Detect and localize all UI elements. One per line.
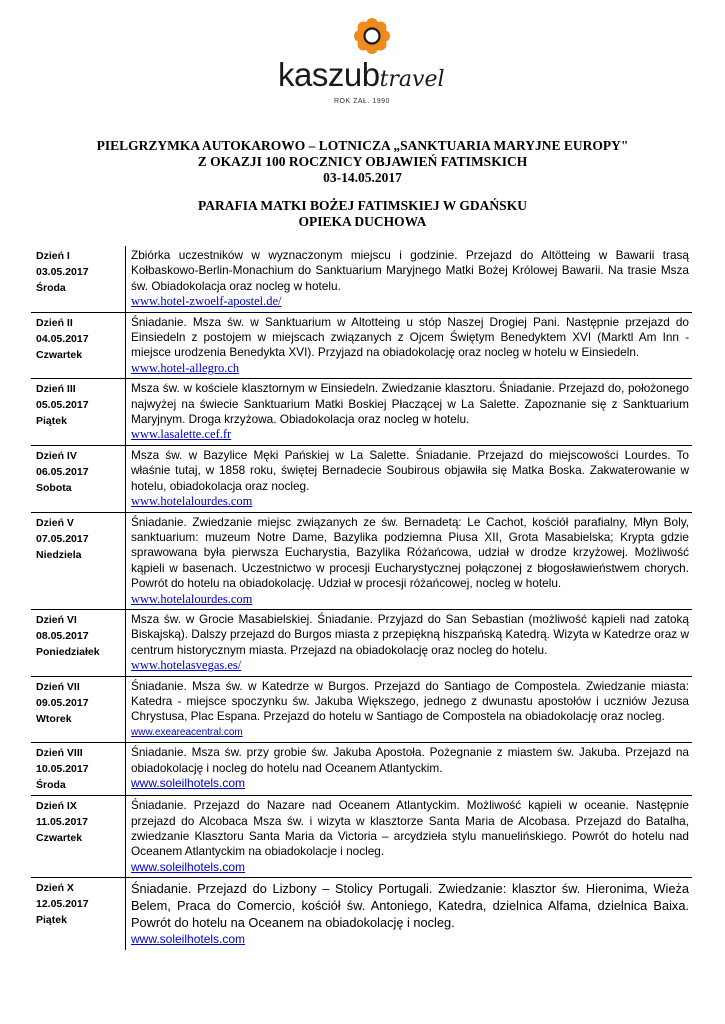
day-description xyxy=(126,743,693,796)
day-weekday: Niedziela xyxy=(36,548,82,561)
day-description xyxy=(126,796,693,878)
table-row xyxy=(31,379,692,446)
day-text: Zbiórka uczestników w wyznaczonym miejscu i godzinie. Przejazd do Altötteing w Bawarii trasą Kołbaskowo-Berlin-Monachium do Sanktuarium Maryjnego Matki Bożej Królowej Bawarii. Na trasie Msza św. Obiadokolacja oraz nocleg w hotelu. xyxy=(131,248,689,293)
logo-wordmark xyxy=(278,56,445,94)
day-weekday: Czwartek xyxy=(36,832,83,845)
hotel-link[interactable]: www.hotel-allegro.ch xyxy=(131,360,240,375)
table-row xyxy=(31,445,692,512)
day-weekday: Wtorek xyxy=(36,712,72,725)
day-weekday: Środa xyxy=(36,282,66,294)
day-description xyxy=(126,609,693,676)
day-weekday: Sobota xyxy=(36,481,72,494)
hotel-link[interactable]: www.hotel-zwoelf-apostel.de/ xyxy=(131,294,282,309)
day-weekday: Piątek xyxy=(36,914,67,927)
logo-script: travel xyxy=(379,67,445,92)
day-label: Dzień II xyxy=(36,316,73,329)
day-text: Msza św. w Grocie Masabielskiej. Śniadanie. Przyjazd do San Sebastian (możliwość kąpieli nad zatoką Biskajską). Dalszy przejazd do Burgos miasta z przepiękną hiszpańską Katedrą. Wizyta w Katedrze oraz w centrum historycznym miasta. Przejazd na obiadokolację oraz nocleg do hotelu. xyxy=(131,611,689,657)
day-cell xyxy=(31,445,126,512)
hotel-link[interactable]: www.soleilhotels.com xyxy=(131,859,246,874)
day-text: Śniadanie. Msza św. w Sanktuarium w Altotteing u stóp Naszej Drogiej Pani. Następnie przejazd do Einsiedeln z postojem w miejscach związanych z Ojcem Świętym Benedyktem XVI (Marktl Am Inn - miejsce urodzenia Benedykta XVI). Przyjazd na obiadokolację oraz nocleg w hotelu w Einsiedeln. xyxy=(131,314,689,360)
day-label: Dzień III xyxy=(36,383,76,396)
title-line-1: PIELGRZYMKA AUTOKAROWO – LOTNICZA „SANKTUARIA MARYJNE EUROPY" xyxy=(96,138,629,153)
logo-brand: kaszub xyxy=(278,56,380,93)
day-text: Śniadanie. Przejazd do Lizbony – Stolicy Portugali. Zwiedzanie: klasztor św. Hieronima, Wieża Belem, Praca do Comercio, kościół św. Antoniego, Katedra, dzielnica Alfama, dzielnica Baixa. Powrót do hotelu na Oceanem na obiadokolację i nocleg. xyxy=(131,881,689,931)
day-cell xyxy=(31,796,126,878)
itinerary-table xyxy=(31,246,692,950)
day-date: 05.05.2017 xyxy=(36,399,89,412)
day-description xyxy=(126,445,693,512)
day-cell xyxy=(31,609,126,676)
day-label: Dzień IX xyxy=(36,800,77,813)
day-description xyxy=(126,379,693,446)
company-logo xyxy=(270,18,460,110)
day-description xyxy=(126,512,693,609)
day-description xyxy=(126,246,693,312)
day-text: Śniadanie. Msza św. w Katedrze w Burgos. Przejazd do Santiago de Compostela. Zwiedzanie miasta: Katedra - miejsce spoczynku św. Jakuba Większego, jednego z dwunastu apostołów i uczniów Jezusa Chrystusa, Plac Espana. Przejazd do hotelu w Santiago de Compostela na obiadokolację oraz nocleg. xyxy=(131,678,689,724)
day-cell xyxy=(31,743,126,796)
flower-logo-icon xyxy=(354,18,390,54)
day-label: Dzień V xyxy=(36,516,74,529)
table-row xyxy=(31,676,692,743)
hotel-link[interactable]: www.hotelalourdes.com xyxy=(131,591,253,606)
day-description xyxy=(126,312,693,379)
day-weekday: Czwartek xyxy=(36,348,83,361)
day-date: 09.05.2017 xyxy=(36,696,89,709)
day-date: 07.05.2017 xyxy=(36,532,89,545)
day-description xyxy=(126,878,693,951)
day-text: Śniadanie. Zwiedzanie miejsc związanych ze św. Bernadetą: Le Cachot, kościół parafialny, Młyn Boly, sanktuarium: muzeum Notre Dame, Bazylika podziemna Piusa XII, Grota Masabielska; Krypta gdzie sprawowana była pierwsza Eucharystia, Bazylika Różańcowa, udział w drodze krzyżowej. Możliwość kąpieli w basenach. Uczestnictwo w procesji Eucharystycznej połączonej z błogosławieństwem chorych. Powrót do hotelu na obiadokolację. Udział w procesji różańcowej, nocleg w hotelu. xyxy=(131,514,689,591)
day-date: 11.05.2017 xyxy=(36,816,88,829)
hotel-link[interactable]: www.hotelasvegas.es/ xyxy=(131,658,242,673)
hotel-link[interactable]: www.hotelalourdes.com xyxy=(131,494,253,509)
day-weekday: Poniedziałek xyxy=(36,645,100,658)
day-date: 12.05.2017 xyxy=(36,898,89,911)
day-date: 06.05.2017 xyxy=(36,465,89,478)
parish-name: PARAFIA MATKI BOŻEJ FATIMSKIEJ W GDAŃSKU xyxy=(198,198,527,213)
day-label: Dzień VII xyxy=(36,680,80,693)
day-cell xyxy=(31,512,126,609)
table-row xyxy=(31,796,692,878)
hotel-link[interactable]: www.soleilhotels.com xyxy=(131,776,246,790)
day-date: 08.05.2017 xyxy=(36,629,89,642)
hotel-link[interactable]: www.lasalette.cef.fr xyxy=(131,427,232,442)
day-date: 03.05.2017 xyxy=(36,266,89,278)
day-label: Dzień VI xyxy=(36,613,77,626)
day-text: Śniadanie. Przejazd do Nazare nad Oceanem Atlantyckim. Możliwość kąpieli w oceanie. Następnie przejazd do Alcobaca Msza św. i wizyta w klasztorze Santa Maria de Alcobasa. Przejazd do Batalha, zwiedzanie Klasztoru Santa Maria da Victoria – arcydzieła stylu manuelińskiego. Powrót do hotelu nad Oceanem Atlantyckim na obiadokolacje i nocleg. xyxy=(131,798,689,859)
day-weekday: Środa xyxy=(36,779,66,792)
day-label: Dzień IV xyxy=(36,449,77,462)
hotel-link[interactable]: www.exeareacentral.com xyxy=(131,726,243,738)
parish-heading xyxy=(40,198,685,230)
day-description xyxy=(126,676,693,743)
table-row xyxy=(31,878,692,951)
day-date: 10.05.2017 xyxy=(36,763,89,776)
day-label: Dzień VIII xyxy=(36,747,83,760)
document-title xyxy=(40,138,685,186)
table-row xyxy=(31,609,692,676)
day-cell xyxy=(31,379,126,446)
spiritual-care: OPIEKA DUCHOWA xyxy=(298,214,427,229)
day-date: 04.05.2017 xyxy=(36,332,89,345)
table-row xyxy=(31,743,692,796)
day-text: Msza św. w kościele klasztornym w Einsiedeln. Zwiedzanie klasztoru. Śniadanie. Przejazd do, położonego najwyżej na świecie Sanktuarium Matki Boskiej Płaczącej w La Salette. Zapoznanie się z Sanktuarium Maryjnym. Droga krzyżowa. Obiadokolacja oraz nocleg w hotelu. xyxy=(131,381,689,427)
title-dates: 03-14.05.2017 xyxy=(323,170,402,185)
table-row xyxy=(31,246,692,312)
table-row xyxy=(31,312,692,379)
day-cell xyxy=(31,246,126,312)
day-label: Dzień X xyxy=(36,882,74,895)
hotel-link[interactable]: www.soleilhotels.com xyxy=(131,932,246,947)
day-cell xyxy=(31,312,126,379)
day-cell xyxy=(31,676,126,743)
day-cell xyxy=(31,878,126,951)
day-label: Dzień I xyxy=(36,250,70,262)
day-text: Śniadanie. Msza św. przy grobie św. Jakuba Apostoła. Pożegnanie z miastem św. Jakuba. Przejazd na obiadokolację i nocleg do hotelu nad Oceanem Atlantyckim. xyxy=(131,745,689,775)
table-row xyxy=(31,512,692,609)
title-line-2: Z OKAZJI 100 ROCZNICY OBJAWIEŃ FATIMSKICH xyxy=(197,154,528,169)
day-text: Msza św. w Bazylice Męki Pańskiej w La Salette. Śniadanie. Przejazd do miejscowości Lourdes. To właśnie tutaj, w 1858 roku, świętej Bernadecie Soubirous objawiła się Matka Boska. Zakwaterowanie w hotelu, obiadokolacja oraz nocleg. xyxy=(131,447,689,493)
day-weekday: Piątek xyxy=(36,415,67,428)
logo-since: ROK ZAŁ. 1990 xyxy=(334,98,390,105)
